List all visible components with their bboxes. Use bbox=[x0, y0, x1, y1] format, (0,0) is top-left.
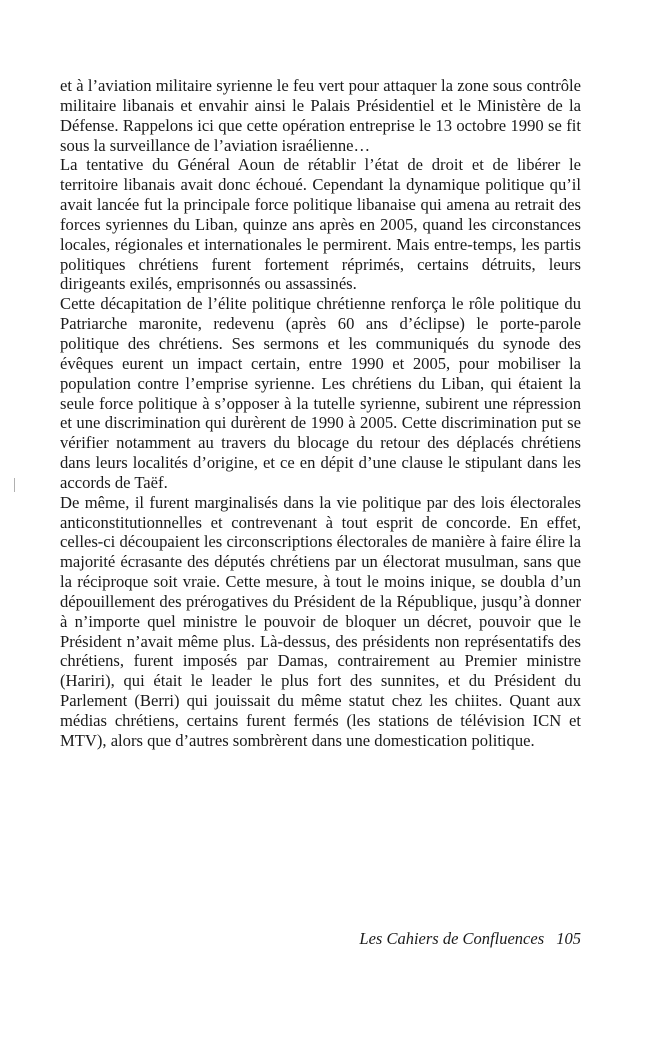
body-text bbox=[60, 76, 581, 751]
page-number: 105 bbox=[556, 929, 581, 948]
paragraph-3: Cette décapitation de l’élite politique chrétienne renforça le rôle politique du Patriarche maronite, redevenu (après 60 ans d’éclipse) le porte-parole politique des chrétiens. Ses sermons et les communiqués du synode des évêques eurent un impact certain, entre 1990 et 2005, pour mobiliser la population contre l’emprise syrienne. Les chrétiens du Liban, qui étaient la seule force politique à s’opposer à la tutelle syrienne, subirent une répression et une discrimination qui durèrent de 1990 à 2005. Cette discrimination put se vérifier notamment au travers du blocage du retour des déplacés chrétiens dans leurs localités d’origine, et ce en dépit d’une clause le stipulant dans les accords de Taëf. bbox=[60, 294, 581, 492]
paragraph-1: et à l’aviation militaire syrienne le feu vert pour attaquer la zone sous contrôle militaire libanais et envahir ainsi le Palais Présidentiel et le Ministère de la Défense. Rappelons ici que cette opération entreprise le 13 octobre 1990 se fit sous la surveillance de l’aviation israélienne… bbox=[60, 76, 581, 155]
page-footer bbox=[359, 929, 581, 949]
paragraph-2: La tentative du Général Aoun de rétablir l’état de droit et de libérer le territoire libanais avait donc échoué. Cependant la dynamique politique qu’il avait lancée fut la principale force politique libanaise qui amena au retrait des forces syriennes du Liban, quinze ans après en 2005, quand les circonstances locales, régionales et internationales le permirent. Mais entre-temps, les partis politiques chrétiens furent fortement réprimés, certains détruits, leurs dirigeants exilés, emprisonnés ou assassinés. bbox=[60, 155, 581, 294]
paragraph-4: De même, il furent marginalisés dans la vie politique par des lois électorales anticonstitutionnelles et contrevenant à tout esprit de concorde. En effet, celles-ci découpaient les circonscriptions électorales de manière à faire élire la majorité écrasante des députés chrétiens par un électorat musulman, sans que la réciproque soit vraie. Cette mesure, à tout le moins inique, se doubla d’un dépouillement des prérogatives du Président de la République, jusqu’à donner à n’importe quel ministre le pouvoir de bloquer un décret, pouvoir que le Président n’avait même plus. Là-dessus, des présidents non représentatifs des chrétiens, furent imposés par Damas, contrairement au Premier ministre (Hariri), qui était le leader le plus fort des sunnites, et du Président du Parlement (Berri) qui jouissait du même statut chez les chiites. Quant aux médias chrétiens, certains furent fermés (les stations de télévision ICN et MTV), alors que d’autres sombrèrent dans une domestication politique. bbox=[60, 492, 581, 750]
journal-title: Les Cahiers de Confluences bbox=[359, 929, 545, 948]
margin-mark bbox=[14, 478, 15, 492]
